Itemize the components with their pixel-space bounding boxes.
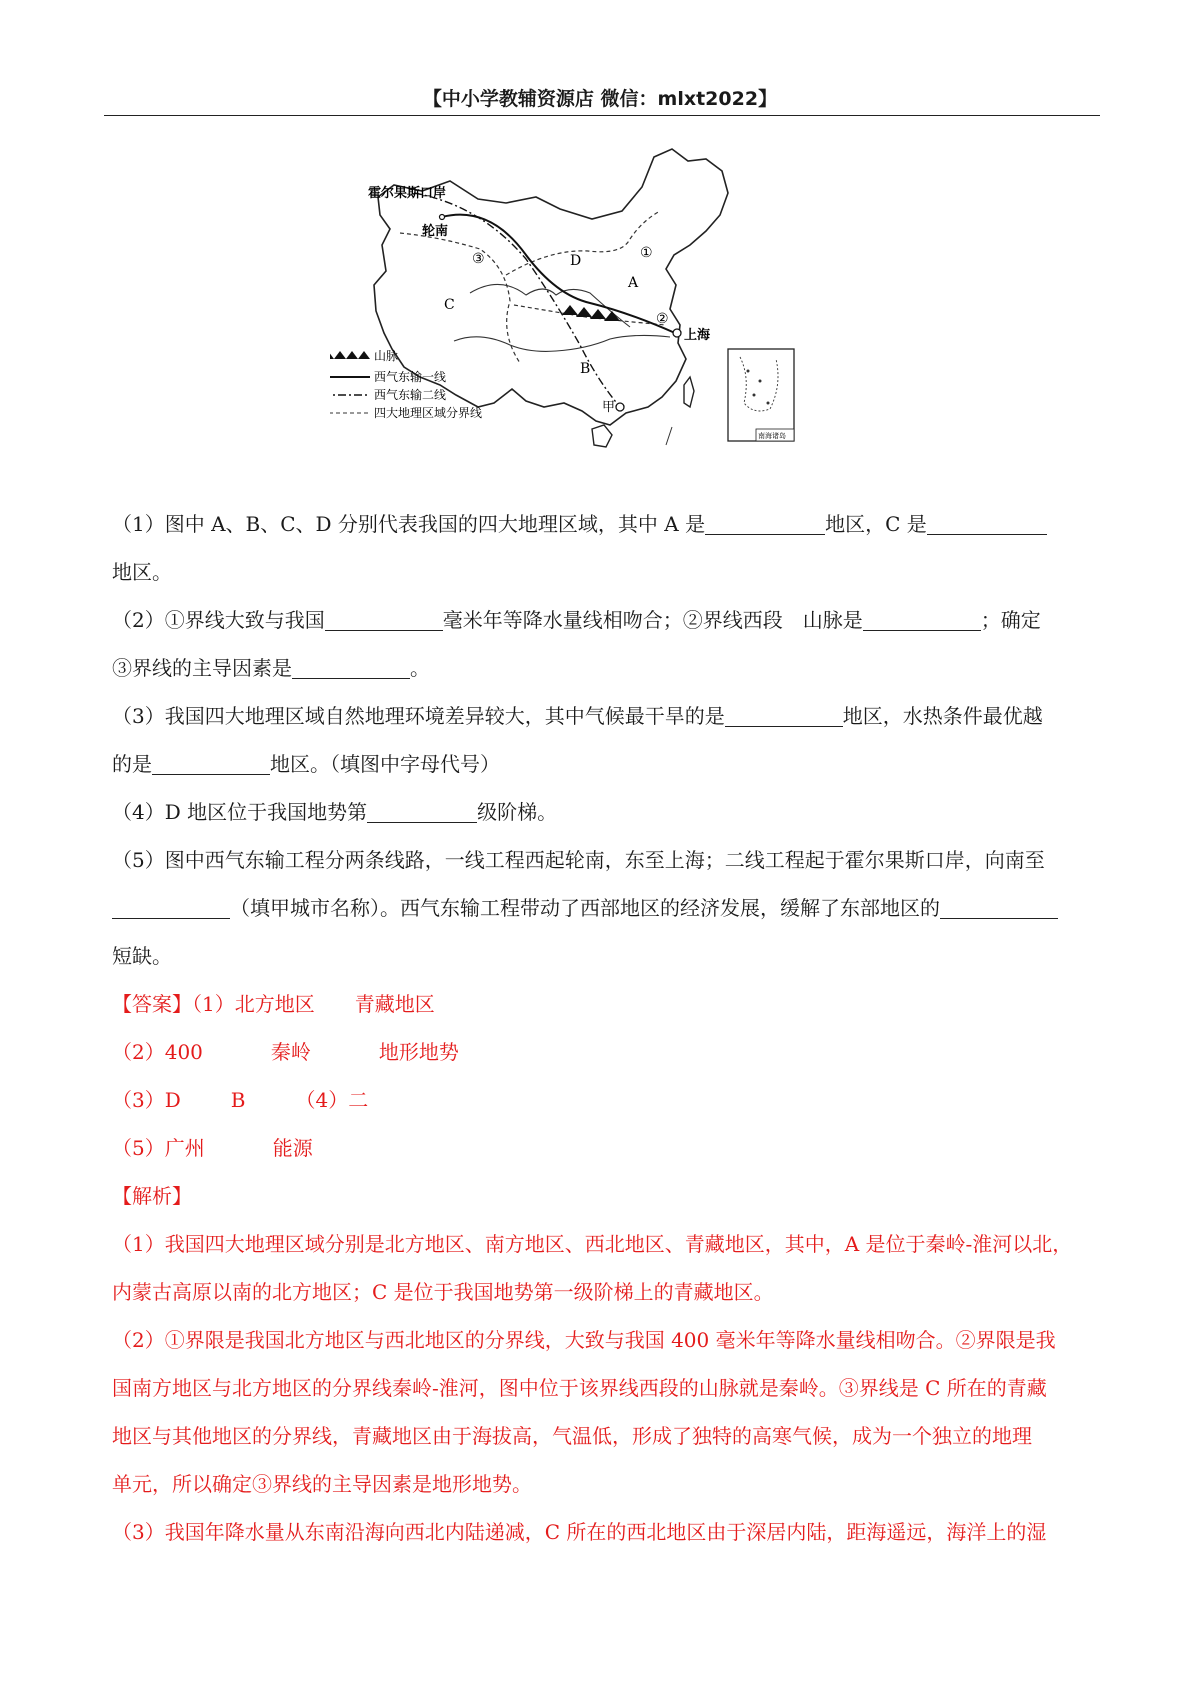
page-header: 【中小学教辅资源店 微信：mlxt2022】 <box>422 88 778 110</box>
analysis-line: （2）①界限是我国北方地区与西北地区的分界线，大致与我国 400 毫米年等降水量线相吻合。②界限是我 <box>112 1328 1056 1352</box>
answer-blank <box>152 752 270 775</box>
china-regions-map <box>330 145 850 488</box>
lunnan-marker <box>440 215 445 220</box>
legend-pipeline-2: 西气东输二线 <box>374 388 447 402</box>
answer-blank <box>863 608 981 631</box>
map-label-circle3: ③ <box>472 251 485 267</box>
map-label-circle2: ② <box>656 311 669 327</box>
inset-label: 南海诸岛 <box>758 432 786 440</box>
answer-blank <box>940 896 1058 919</box>
analysis-line: （1）我国四大地理区域分别是北方地区、南方地区、西北地区、青藏地区，其中，A 是位于秦岭-淮河以北， <box>112 1232 1073 1256</box>
answer-line-2: （2）400 秦岭 地形地势 <box>112 1040 459 1064</box>
shanghai-marker <box>673 329 681 337</box>
map-label-d: D <box>570 253 582 269</box>
answer-label: 【答案】 <box>112 992 192 1016</box>
answer-blank <box>705 512 825 535</box>
boundary-3 <box>400 233 520 363</box>
question-1-cont: 地区。 <box>112 560 172 584</box>
map-label-shanghai: 上海 <box>684 328 711 343</box>
question-2-cont: ③界线的主导因素是 。 <box>112 656 430 680</box>
analysis-line: （3）我国年降水量从东南沿海向西北内陆递减，C 所在的西北地区由于深居内陆，距海遥远，海洋上的湿 <box>112 1520 1047 1544</box>
taiwan-island <box>684 377 694 407</box>
answer-blank <box>367 800 477 823</box>
question-5-cont: （填甲城市名称）。西气东输工程带动了西部地区的经济发展，缓解了东部地区的 <box>112 884 1100 932</box>
map-label-jia: 甲 <box>602 400 616 415</box>
answer-line-4: （5）广州 能源 <box>112 1136 313 1160</box>
south-china-sea-inset <box>728 349 794 441</box>
map-label-huoerguosi: 霍尔果斯口岸 <box>368 186 447 201</box>
jia-marker <box>616 403 624 411</box>
map-label-b: B <box>580 361 591 377</box>
analysis-line: 内蒙古高原以南的北方地区；C 是位于我国地势第一级阶梯上的青藏地区。 <box>112 1280 774 1304</box>
pipeline-line-1 <box>442 215 675 333</box>
legend-pipeline-1: 西气东输一线 <box>374 370 447 384</box>
map-label-c: C <box>444 297 455 313</box>
qinling-mountains <box>562 305 620 321</box>
answer-blank <box>725 704 843 727</box>
map-legend <box>330 349 482 420</box>
legend-mountain: 山脉 <box>374 349 399 363</box>
header-divider <box>104 115 1100 116</box>
question-5: （5）图中西气东输工程分两条线路，一线工程西起轮南，东至上海；二线工程起于霍尔果斯口岸，向南至 <box>112 848 1045 872</box>
question-3-cont: 的是 地区。（填图中字母代号） <box>112 752 500 776</box>
map-label-circle1: ① <box>640 245 653 261</box>
map-label-a: A <box>628 275 639 291</box>
document-body <box>112 500 1100 1556</box>
legend-boundary: 四大地理区域分界线 <box>374 406 483 420</box>
analysis-line: 单元，所以确定③界线的主导因素是地形地势。 <box>112 1472 532 1496</box>
boundary-1 <box>506 211 660 275</box>
map-label-lunnan: 轮南 <box>422 224 449 239</box>
answer-line-1: 【答案】（1）北方地区 青藏地区 <box>112 992 435 1016</box>
analysis-label: 【解析】 <box>112 1184 192 1208</box>
question-5-end: 短缺。 <box>112 944 172 968</box>
question-2: （2）①界线大致与我国 毫米年等降水量线相吻合；②界线西段 山脉是 ；确定 <box>112 608 1041 632</box>
yangtze-river <box>454 335 670 351</box>
hainan-island <box>592 425 612 447</box>
answer-blank <box>927 512 1047 535</box>
analysis-line: 国南方地区与北方地区的分界线秦岭-淮河，图中位于该界线西段的山脉就是秦岭。③界线是 C 所在的青藏 <box>112 1376 1047 1400</box>
question-3: （3）我国四大地理区域自然地理环境差异较大，其中气候最干旱的是 地区，水热条件最优越 <box>112 704 1043 728</box>
question-1: （1）图中 A、B、C、D 分别代表我国的四大地理区域，其中 A 是 地区，C 是 <box>112 500 1100 548</box>
answer-line-3: （3）D B （4）二 <box>112 1088 369 1112</box>
answer-blank <box>325 608 443 631</box>
answer-blank <box>112 896 230 919</box>
answer-blank <box>292 656 410 679</box>
question-4: （4）D 地区位于我国地势第 级阶梯。 <box>112 800 558 824</box>
analysis-line: 地区与其他地区的分界线，青藏地区由于海拔高，气温低，形成了独特的高寒气候，成为一个独立的地理 <box>112 1424 1032 1448</box>
